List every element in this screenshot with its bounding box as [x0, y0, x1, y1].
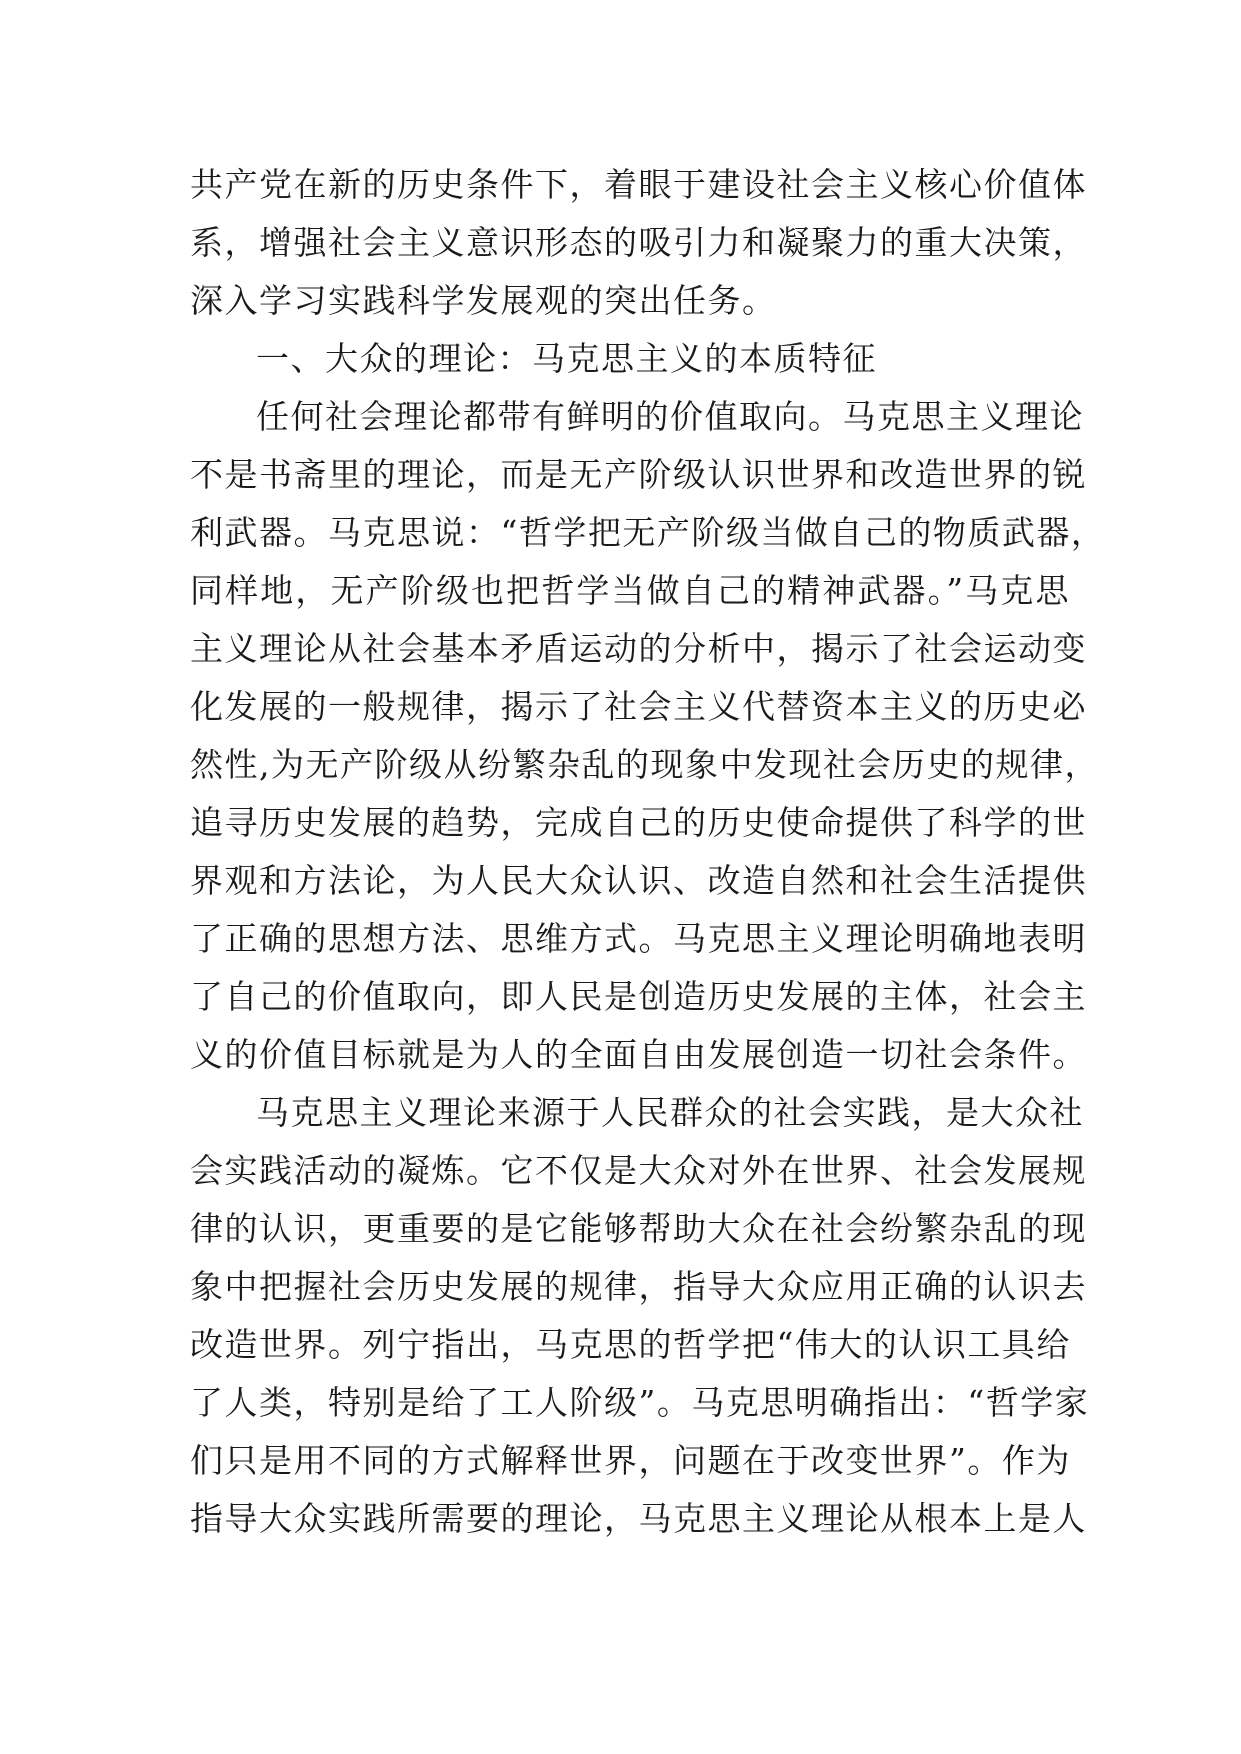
text-line: 界观和方法论，为人民大众认识、改造自然和社会生活提供	[190, 861, 1087, 900]
text-line: 任何社会理论都带有鲜明的价值取向。马克思主义理论	[256, 397, 1084, 436]
paragraph-body-2	[190, 1084, 1090, 1548]
text-line: 义的价值目标就是为人的全面自由发展创造一切社会条件。	[190, 1035, 1087, 1074]
heading-text: 一、大众的理论：马克思主义的本质特征	[256, 339, 877, 378]
text-line: 会实践活动的凝炼。它不仅是大众对外在世界、社会发展规	[190, 1151, 1087, 1190]
body-text	[190, 156, 1106, 1548]
text-line: 律的认识，更重要的是它能够帮助大众在社会纷繁杂乱的现	[190, 1209, 1087, 1248]
paragraph-body-1	[190, 388, 1106, 1084]
text-line: 深入学习实践科学发展观的突出任务。	[190, 281, 777, 320]
text-line: 改造世界。列宁指出，马克思的哲学把“伟大的认识工具给	[190, 1325, 1071, 1364]
text-line: 同样地，无产阶级也把哲学当做自己的精神武器。”马克思	[190, 571, 1070, 610]
text-line: 象中把握社会历史发展的规律，指导大众应用正确的认识去	[190, 1267, 1087, 1306]
text-line: 共产党在新的历史条件下，着眼于建设社会主义核心价值体	[190, 165, 1087, 204]
text-line: 追寻历史发展的趋势，完成自己的历史使命提供了科学的世	[190, 803, 1087, 842]
text-line: 主义理论从社会基本矛盾运动的分析中，揭示了社会运动变	[190, 629, 1087, 668]
paragraph-intro	[190, 156, 1087, 330]
text-line: 了人类，特别是给了工人阶级”。马克思明确指出：“哲学家	[190, 1383, 1090, 1422]
section-heading	[190, 330, 1070, 388]
text-line: 了正确的思想方法、思维方式。马克思主义理论明确地表明	[190, 919, 1087, 958]
text-line: 不是书斋里的理论，而是无产阶级认识世界和改造世界的锐	[190, 455, 1087, 494]
text-line: 了自己的价值取向，即人民是创造历史发展的主体，社会主	[190, 977, 1087, 1016]
text-line: 利武器。马克思说：“哲学把无产阶级当做自己的物质武器，	[190, 513, 1106, 552]
text-line: 化发展的一般规律，揭示了社会主义代替资本主义的历史必	[190, 687, 1087, 726]
text-line: 然性,为无产阶级从纷繁杂乱的现象中发现社会历史的规律，	[190, 745, 1099, 784]
text-line: 马克思主义理论来源于人民群众的社会实践，是大众社	[256, 1093, 1084, 1132]
text-line: 系，增强社会主义意识形态的吸引力和凝聚力的重大决策，	[190, 223, 1087, 262]
text-line: 指导大众实践所需要的理论，马克思主义理论从根本上是人	[190, 1499, 1087, 1538]
text-line: 们只是用不同的方式解释世界，问题在于改变世界”。作为	[190, 1441, 1071, 1480]
